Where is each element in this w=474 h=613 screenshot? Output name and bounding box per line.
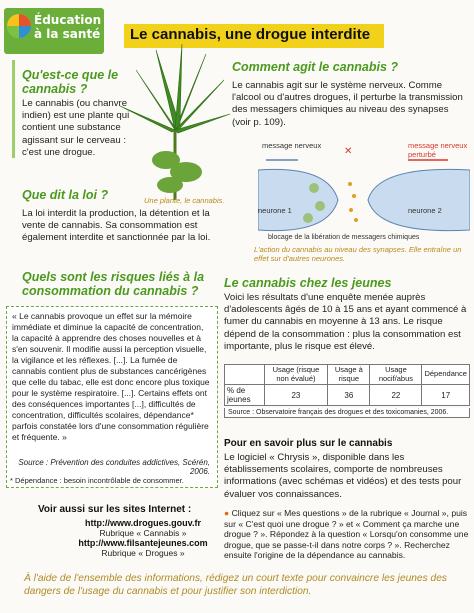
footnote: * Dépendance : besoin incontrôlable de consommer. bbox=[10, 476, 184, 485]
question-what-is: Qu'est-ce que le cannabis ? bbox=[22, 68, 119, 96]
usage-table bbox=[224, 364, 470, 406]
puzzle-icon bbox=[6, 13, 32, 39]
section-label bbox=[34, 13, 101, 41]
risk-quote: « Le cannabis provoque un effet sur la mémoire immédiate et diminue la capacité de concentration, la capacité à apprendre des choses nouvelles et à s'en souvenir. Il modifie aussi la perception visuelle, la vigilance et les réflexes. [...]. La fumée de cannabis contient plus de substances cancérigènes que celle du tabac, elle est donc encore plus toxique pour le système respiratoire. [...]. Certains effets ont des conséquences importantes [...], difficultés de concentration, difficultés scolaires, dépendance* parfois constatée lors d'une consommation régulière et fréquente. » bbox=[12, 311, 210, 442]
section-youth: Le cannabis chez les jeunes bbox=[224, 276, 392, 290]
answer-law: La loi interdit la production, la détention et la vente de cannabis. Sa consommation est également interdite et sanctionnée par la loi. bbox=[22, 208, 211, 244]
instructions-text: Cliquez sur « Mes questions » de la rubrique « Journal », puis sur « C'est quoi une drogue ? » et « Comment ça marche une drogue ? ». Répondez à la question « Lorsqu'on consomme une drogue, que se passe-t-il dans notre corps ? ». Recherchez ensuite l'origine de la dépendance au cannabis. bbox=[224, 508, 469, 561]
diagram-caption: L'action du cannabis au niveau des synapses. Elle entraîne un effet sur d'autres neurones. bbox=[254, 245, 462, 263]
svg-text:✕: ✕ bbox=[344, 146, 353, 157]
synapse-diagram bbox=[254, 130, 470, 270]
website-rubric: Rubrique « Drogues » bbox=[101, 548, 185, 558]
table-cell: % de jeunes bbox=[225, 385, 265, 406]
section-label-line2: à la santé bbox=[34, 27, 101, 41]
more-info-text: Le logiciel « Chrysis », disponible dans les établissements scolaires, comporte de nombreuses informations (avec schémas et vidéos) et des tests pour évaluer vos connaissances. bbox=[224, 452, 462, 500]
question-law: Que dit la loi ? bbox=[22, 188, 109, 202]
bullet-icon: ● bbox=[224, 508, 230, 518]
page-title: Le cannabis, une drogue interdite bbox=[130, 26, 371, 43]
website-list bbox=[58, 518, 228, 558]
label-blockage: blocage de la libération de messagers chimiques bbox=[268, 234, 420, 241]
label-message-perturbe: message nerveux perturbé bbox=[408, 141, 468, 159]
image-caption: Une plante, le cannabis. bbox=[144, 196, 225, 205]
website-link[interactable]: http://www.drogues.gouv.fr bbox=[85, 518, 201, 528]
label-neuron-2: neurone 2 bbox=[408, 206, 442, 215]
table-source: Source : Observatoire français des drogues et des toxicomanies, 2006. bbox=[224, 408, 470, 418]
label-neuron-1: neurone 1 bbox=[258, 206, 292, 215]
youth-text: Voici les résultats d'une enquête menée auprès d'adolescents âgés de 10 à 15 ans et ayant commencé à fumer du cannabis en moyenne à 13 ans. Le risque dépend de la consommation : plus la consommation est importante, plus le risque est élevé. bbox=[224, 292, 467, 352]
quote-source: Source : Prévention des conduites addictives, Scérén, 2006. bbox=[18, 458, 210, 476]
question-bracket bbox=[12, 60, 15, 158]
table-row bbox=[225, 385, 470, 406]
table-header: Dépendance bbox=[422, 365, 470, 385]
section-label-line1: Éducation bbox=[34, 13, 102, 27]
table-cell: 36 bbox=[328, 385, 370, 406]
question-risks: Quels sont les risques liés à la consommation du cannabis ? bbox=[22, 270, 205, 298]
more-info-title: Pour en savoir plus sur le cannabis bbox=[224, 438, 393, 449]
table-header: Usage nocif/abus bbox=[370, 365, 422, 385]
websites-title: Voir aussi sur les sites Internet : bbox=[38, 504, 192, 515]
table-header bbox=[225, 365, 265, 385]
website-rubric: Rubrique « Cannabis » bbox=[99, 528, 187, 538]
table-cell: 17 bbox=[422, 385, 470, 406]
table-cell: 22 bbox=[370, 385, 422, 406]
software-instructions bbox=[224, 508, 470, 561]
table-header: Usage à risque bbox=[328, 365, 370, 385]
label-message-nerveux: message nerveux bbox=[262, 141, 322, 150]
answer-what-is: Le cannabis (ou chanvre indien) est une plante qui contient une substance agissant sur le cerveau : c'est une drogue. bbox=[22, 98, 130, 158]
how-it-acts-text: Le cannabis agit sur le système nerveux. Comme l'alcool ou d'autres drogues, il perturbe la transmission des messagers chimiques au niveau des synapses (voir p. 109). bbox=[232, 80, 463, 128]
table-header: Usage (risque non évalué) bbox=[264, 365, 328, 385]
section-how-it-acts: Comment agit le cannabis ? bbox=[232, 60, 399, 74]
table-header-row bbox=[225, 365, 470, 385]
website-link[interactable]: http://www.filsantejeunes.com bbox=[78, 538, 208, 548]
assignment-task: À l'aide de l'ensemble des informations, rédigez un court texte pour convaincre les jeunes des dangers de l'usage du cannabis et pour justifier son interdiction. bbox=[24, 573, 447, 597]
table-cell: 23 bbox=[264, 385, 328, 406]
